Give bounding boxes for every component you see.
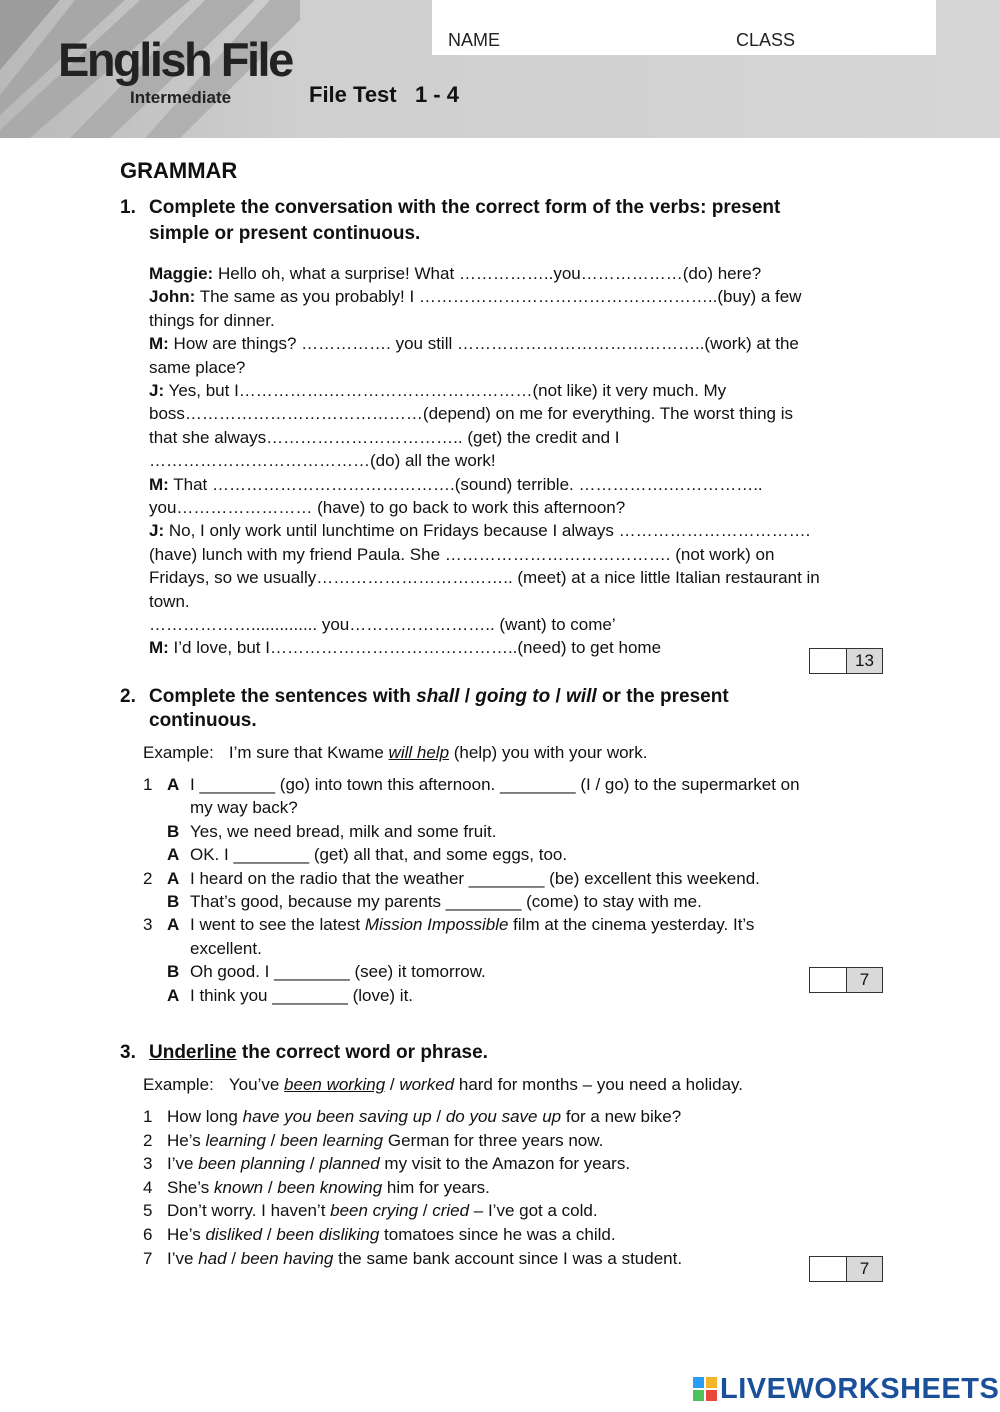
item-text: I went to see the latest Mission Impossible film at the cinema yesterday. It’s (190, 915, 755, 935)
line-text: How are things? ……………. you still ……………………………………..(work) at the (168, 334, 799, 354)
section-title: GRAMMAR (120, 158, 238, 183)
option-b[interactable]: cried (432, 1201, 470, 1221)
item-text: my way back? (190, 798, 298, 818)
option-b[interactable]: been learning (280, 1130, 384, 1150)
option-a[interactable]: have you been saving up (242, 1107, 432, 1126)
line-text: town. (149, 591, 190, 611)
item-text: I’ve had / been having the same bank account since I was a student. (167, 1248, 683, 1268)
line-text: boss……………………………………(depend) on me for everything. The worst thing is (149, 404, 794, 424)
line-text: That …………………………………….(sound) terrible. …………….…………….. (168, 474, 763, 494)
item-text: He’s learning / been learning German for three years now. (167, 1130, 604, 1150)
q1-line (149, 285, 801, 308)
item-number: 6 (143, 1225, 153, 1244)
line-text: I’d love, but I……………………………………..(need) to get home (168, 638, 662, 658)
option-b[interactable]: do you save up (445, 1107, 562, 1126)
option-a[interactable]: disliked (205, 1225, 263, 1244)
option-b[interactable]: been disliking (276, 1225, 380, 1244)
speaker-label: A (167, 868, 180, 888)
score-input[interactable] (810, 968, 847, 992)
item-number: 1 (143, 775, 153, 794)
item-text: I’ve been planning / planned my visit to the Amazon for years. (167, 1154, 631, 1174)
liveworksheets-logo-icon (693, 1377, 717, 1401)
page-header (0, 0, 1000, 138)
speaker-label: B (167, 962, 180, 982)
item-number: 5 (143, 1201, 153, 1221)
item-text: She’s known / been knowing him for years. (167, 1177, 490, 1197)
option-a[interactable]: been crying (330, 1201, 419, 1221)
speaker-label: B (167, 892, 180, 911)
speaker-label: M: (149, 474, 169, 494)
logo-sub-text: Intermediate (130, 88, 232, 107)
q1-line (149, 566, 820, 589)
english-file-logo (58, 33, 292, 107)
q2-title-line1: Complete the sentences with shall / going to / will or the present (149, 686, 729, 707)
item-text: I heard on the radio that the weather ________ (be) excellent this weekend. (190, 868, 760, 888)
speaker-label: A (167, 915, 180, 935)
q2-example: Example: I’m sure that Kwame will help (help) you with your work. (143, 743, 648, 762)
q1-line (149, 332, 799, 355)
item-text: OK. I ________ (get) all that, and some eggs, too. (190, 845, 568, 865)
q1-title-line2: simple or present continuous. (149, 223, 421, 244)
item-number: 7 (143, 1248, 153, 1268)
q1-line (149, 613, 616, 636)
speaker-label: J: (149, 521, 165, 541)
q1-line (149, 519, 810, 542)
speaker-label: A (167, 845, 180, 865)
liveworksheets-brand: LIVEWORKSHEETS (720, 1373, 1000, 1405)
speaker-label: John: (149, 287, 196, 307)
item-text: Yes, we need bread, milk and some fruit. (190, 821, 497, 841)
q1-score-total: 13 (847, 649, 882, 673)
q2-score-total: 7 (847, 968, 882, 992)
item-text: excellent. (190, 938, 262, 958)
q1-line (149, 262, 761, 285)
item-number: 3 (143, 915, 153, 935)
q1-score-box (809, 648, 883, 674)
name-class-box (432, 0, 936, 55)
line-text: Fridays, so we usually…………………………….. (meet) at a nice little Italian restaurant in (149, 568, 820, 588)
q1-title-line1: Complete the conversation with the correct form of the verbs: present (149, 197, 781, 218)
option-a[interactable]: learning (205, 1130, 266, 1150)
q2-title-line2: continuous. (149, 710, 257, 731)
line-text: (have) lunch with my friend Paula. She …………………………………. (not work) on (149, 544, 775, 564)
item-text: Don’t worry. I haven’t been crying / cried – I’ve got a cold. (167, 1201, 598, 1221)
line-text: Hello oh, what a surprise! What ……………..you………………(do) here? (213, 264, 762, 283)
speaker-label: M: (149, 334, 169, 354)
item-number: 2 (143, 1130, 153, 1150)
line-text: ……………….............. you…………………….. (want) to come’ (149, 615, 616, 634)
class-label: CLASS (736, 30, 796, 50)
speaker-label: J: (149, 381, 165, 400)
q1-line (149, 379, 726, 402)
q3-number: 3. (120, 1042, 136, 1063)
logo-main-text: English File (58, 33, 292, 86)
option-a[interactable]: been planning (198, 1154, 306, 1174)
speaker-label: A (167, 775, 180, 794)
line-text: that she always…………………………….. (get) the credit and I (149, 427, 620, 447)
speaker-label: Maggie: (149, 264, 214, 283)
q3-score-box (809, 1256, 883, 1282)
option-b[interactable]: been having (240, 1248, 334, 1268)
q1-line (149, 356, 245, 379)
option-b[interactable]: been knowing (277, 1177, 383, 1197)
line-text: Yes, but I…………….………………………………(not like) it very much. My (164, 381, 727, 400)
q1-number: 1. (120, 197, 136, 218)
q3-title: Underline the correct word or phrase. (149, 1042, 488, 1063)
item-number: 4 (143, 1177, 153, 1197)
q1-line (149, 402, 793, 425)
option-a[interactable]: known (213, 1177, 264, 1197)
item-number: 3 (143, 1154, 153, 1174)
option-b[interactable]: planned (319, 1154, 380, 1174)
item-text: He’s disliked / been disliking tomatoes since he was a child. (167, 1225, 616, 1244)
item-number: 2 (143, 868, 153, 888)
item-text: I think you ________ (love) it. (190, 985, 414, 1005)
name-label: NAME (448, 30, 501, 50)
line-text: you…………………… (have) to go back to work this afternoon? (149, 498, 626, 517)
speaker-label: A (167, 985, 180, 1005)
score-input[interactable] (810, 649, 847, 673)
q1-line (149, 309, 275, 332)
line-text: things for dinner. (149, 310, 275, 330)
q2-number: 2. (120, 686, 136, 707)
item-text: I ________ (go) into town this afternoon. ________ (I / go) to the supermarket on (190, 775, 800, 794)
q1-line (149, 473, 763, 496)
line-text: The same as you probably! I ……………………………………………..(buy) a few (195, 287, 802, 307)
score-input[interactable] (810, 1257, 847, 1281)
q1-line (149, 496, 625, 519)
q1-line (149, 590, 190, 613)
test-title: File Test 1 - 4 (309, 82, 459, 107)
speaker-label: B (167, 821, 180, 841)
q3-example: Example: You’ve been working / worked hard for months – you need a holiday. (143, 1075, 744, 1094)
line-text: No, I only work until lunchtime on Fridays because I always ……………………………. (164, 521, 811, 541)
q1-line (149, 449, 496, 472)
item-text: How long have you been saving up / do you save up for a new bike? (167, 1107, 682, 1126)
q1-line (149, 426, 619, 449)
q1-line (149, 636, 661, 659)
speaker-label: M: (149, 638, 169, 658)
q2-score-box (809, 967, 883, 993)
item-text: That’s good, because my parents ________ (come) to stay with me. (190, 892, 702, 911)
line-text: …………………………………(do) all the work! (149, 451, 496, 471)
q3-score-total: 7 (847, 1257, 882, 1281)
item-text: Oh good. I ________ (see) it tomorrow. (190, 962, 486, 982)
option-a[interactable]: had (198, 1248, 227, 1268)
q1-line (149, 543, 774, 566)
line-text: same place? (149, 357, 246, 377)
item-number: 1 (143, 1107, 153, 1126)
